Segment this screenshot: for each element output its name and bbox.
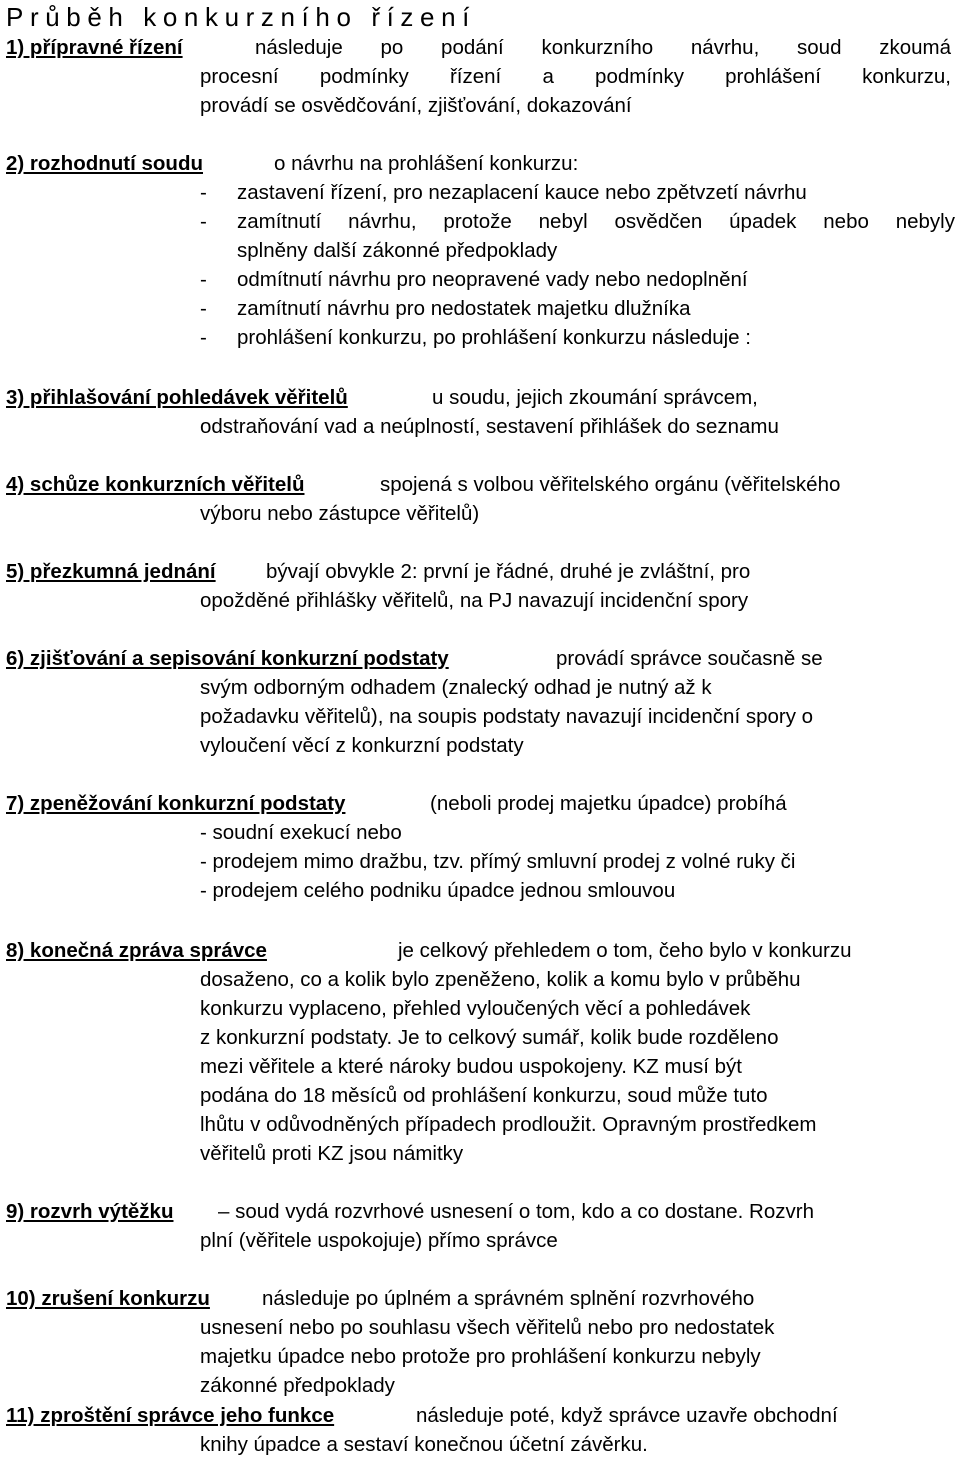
section-10-line-3: majetku úpadce nebo protože pro prohlášení konkurzu nebyly bbox=[200, 1345, 761, 1368]
section-7-heading: 7) zpeněžování konkurzní podstaty bbox=[6, 792, 346, 815]
section-5-line-2: opožděné přihlášky věřitelů, na PJ navazují incidenční spory bbox=[200, 589, 749, 612]
section-1-line-3: provádí se osvědčování, zjišťování, dokazování bbox=[200, 94, 632, 117]
section-11-line-1: následuje poté, když správce uzavře obchodní bbox=[416, 1404, 838, 1427]
section-2-bullet-4: - zamítnutí návrhu pro nedostatek majetku dlužníka bbox=[200, 297, 691, 320]
section-8-line-6: podána do 18 měsíců od prohlášení konkurzu, soud může tuto bbox=[200, 1084, 768, 1107]
section-8-line-3: konkurzu vyplaceno, přehled vyloučených věcí a pohledávek bbox=[200, 997, 751, 1020]
section-2-bullet-5: - prohlášení konkurzu, po prohlášení konkurzu následuje : bbox=[200, 326, 751, 349]
section-8-heading: 8) konečná zpráva správce bbox=[6, 939, 267, 962]
section-3-heading: 3) přihlašování pohledávek věřitelů bbox=[6, 386, 348, 409]
section-10-line-4: zákonné předpoklady bbox=[200, 1374, 395, 1397]
section-8-line-2: dosaženo, co a kolik bylo zpeněženo, kolik a komu bylo v průběhu bbox=[200, 968, 801, 991]
section-1-line-2: procesní podmínky řízení a podmínky prohlášení konkurzu, bbox=[200, 65, 951, 88]
section-6-line-1: provádí správce současně se bbox=[556, 647, 823, 670]
section-1-heading: 1) přípravné řízení bbox=[6, 36, 183, 59]
section-9-line-1: – soud vydá rozvrhové usnesení o tom, kdo a co dostane. Rozvrh bbox=[218, 1200, 814, 1223]
section-7-line-1: (neboli prodej majetku úpadce) probíhá bbox=[430, 792, 787, 815]
section-6-line-2: svým odborným odhadem (znalecký odhad je nutný až k bbox=[200, 676, 712, 699]
section-11-heading: 11) zproštění správce jeho funkce bbox=[6, 1404, 335, 1427]
section-8-line-4: z konkurzní podstaty. Je to celkový sumář, kolik bude rozděleno bbox=[200, 1026, 779, 1049]
section-1-line-1: následuje po podání konkurzního návrhu, soud zkoumá bbox=[255, 36, 951, 59]
section-9-heading: 9) rozvrh výtěžku bbox=[6, 1200, 174, 1223]
section-11-line-2: knihy úpadce a sestaví konečnou účetní závěrku. bbox=[200, 1433, 648, 1456]
page-title: Průběh konkurzního řízení bbox=[6, 2, 476, 32]
section-7-item-1: - soudní exekucí nebo bbox=[200, 821, 402, 844]
section-2-bullet-2: - zamítnutí návrhu, protože nebyl osvědčen úpadek nebo nebyly bbox=[200, 210, 955, 233]
section-7-item-2: - prodejem mimo dražbu, tzv. přímý smluvní prodej z volné ruky či bbox=[200, 850, 796, 873]
section-4-heading: 4) schůze konkurzních věřitelů bbox=[6, 473, 305, 496]
section-4-line-2: výboru nebo zástupce věřitelů) bbox=[200, 502, 480, 525]
section-7-item-3: - prodejem celého podniku úpadce jednou smlouvou bbox=[200, 879, 676, 902]
section-10-heading: 10) zrušení konkurzu bbox=[6, 1287, 210, 1310]
section-8-line-5: mezi věřitele a které nároky budou uspokojeny. KZ musí být bbox=[200, 1055, 742, 1078]
section-6-line-3: požadavku věřitelů), na soupis podstaty navazují incidenční spory o bbox=[200, 705, 814, 728]
section-8-line-7: lhůtu v odůvodněných případech prodloužit. Opravným prostředkem bbox=[200, 1113, 817, 1136]
section-2-line-1: o návrhu na prohlášení konkurzu: bbox=[274, 152, 579, 175]
section-2-bullet-1: - zastavení řízení, pro nezaplacení kauce nebo zpětvzetí návrhu bbox=[200, 181, 807, 204]
section-10-line-1: následuje po úplném a správném splnění rozvrhového bbox=[262, 1287, 755, 1310]
section-3-line-2: odstraňování vad a neúplností, sestavení přihlášek do seznamu bbox=[200, 415, 779, 438]
section-8-line-8: věřitelů proti KZ jsou námitky bbox=[200, 1142, 464, 1165]
section-5-line-1: bývají obvykle 2: první je řádné, druhé je zvláštní, pro bbox=[266, 560, 751, 583]
section-4-line-1: spojená s volbou věřitelského orgánu (věřitelského bbox=[380, 473, 841, 496]
section-6-heading: 6) zjišťování a sepisování konkurzní podstaty bbox=[6, 647, 449, 670]
section-5-heading: 5) přezkumná jednání bbox=[6, 560, 216, 583]
section-2-bullet-3: - odmítnutí návrhu pro neopravené vady nebo nedoplnění bbox=[200, 268, 748, 291]
section-3-line-1: u soudu, jejich zkoumání správcem, bbox=[432, 386, 758, 409]
section-10-line-2: usnesení nebo po souhlasu všech věřitelů nebo pro nedostatek bbox=[200, 1316, 775, 1339]
section-9-line-2: plní (věřitele uspokojuje) přímo správce bbox=[200, 1229, 558, 1252]
section-2-heading: 2) rozhodnutí soudu bbox=[6, 152, 203, 175]
section-2-bullet-2-cont: splněny další zákonné předpoklady bbox=[237, 239, 558, 262]
section-8-line-1: je celkový přehledem o tom, čeho bylo v konkurzu bbox=[398, 939, 852, 962]
section-6-line-4: vyloučení věcí z konkurzní podstaty bbox=[200, 734, 524, 757]
